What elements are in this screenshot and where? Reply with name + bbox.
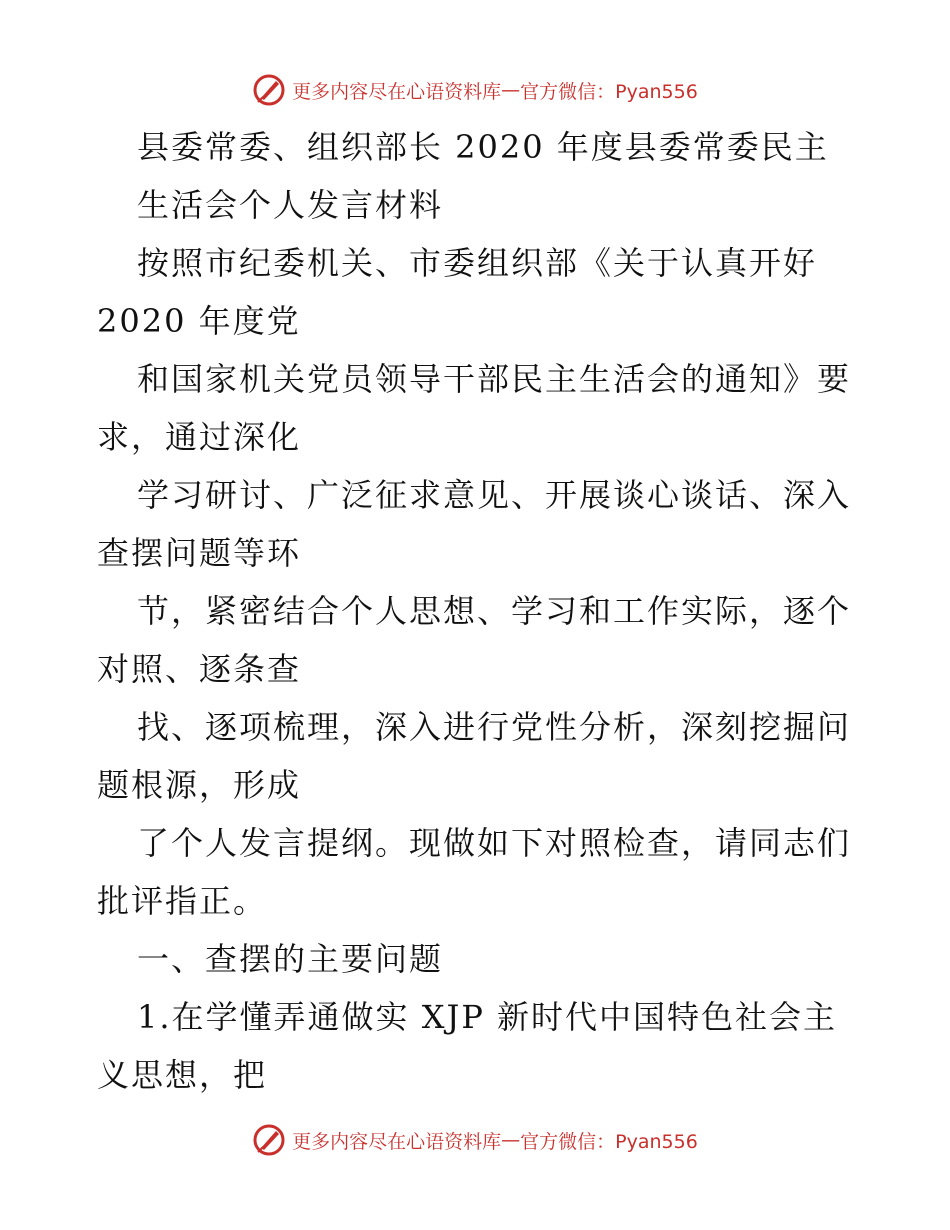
- document-line: 县委常委、组织部长 2020 年度县委常委民主: [137, 128, 829, 166]
- document-line: 题根源，形成: [97, 766, 302, 804]
- document-line: 求，通过深化: [97, 418, 302, 456]
- watermark-site-text: 更多内容尽在心语资料库: [292, 80, 502, 103]
- watermark-wechat-text: 官方微信：Pyan556: [520, 1130, 698, 1153]
- watermark-site-text: 更多内容尽在心语资料库: [292, 1130, 502, 1153]
- watermark-dash: —: [501, 1129, 521, 1151]
- document-line: 找、逐项梳理，深入进行党性分析，深刻挖掘问: [137, 708, 852, 746]
- document-line: 按照市纪委机关、市委组织部《关于认真开好: [137, 244, 818, 282]
- document-line: 了个人发言提纲。现做如下对照检查，请同志们: [137, 824, 852, 862]
- quill-logo-icon: [252, 1123, 286, 1157]
- quill-logo-icon: [252, 73, 286, 107]
- document-line: 批评指正。: [97, 882, 268, 920]
- document-line: 节，紧密结合个人思想、学习和工作实际，逐个: [137, 592, 852, 630]
- document-line: 对照、逐条查: [97, 650, 302, 688]
- document-body: [97, 118, 857, 1104]
- watermark-dash: —: [501, 79, 521, 101]
- document-line: 2020 年度党: [97, 302, 301, 340]
- document-line: 1.在学懂弄通做实 XJP 新时代中国特色社会主: [137, 998, 838, 1036]
- document-line: 义思想，把: [97, 1056, 268, 1094]
- document-line: 学习研讨、广泛征求意见、开展谈心谈话、深入: [137, 476, 852, 514]
- document-line: 生活会个人发言材料: [137, 186, 444, 224]
- watermark-banner-top: [0, 70, 950, 110]
- watermark-banner-bottom: [0, 1120, 950, 1160]
- document-line: 一、查摆的主要问题: [137, 940, 444, 978]
- document-line: 查摆问题等环: [97, 534, 302, 572]
- document-line: 和国家机关党员领导干部民主生活会的通知》要: [137, 360, 852, 398]
- watermark-wechat-text: 官方微信：Pyan556: [520, 80, 698, 103]
